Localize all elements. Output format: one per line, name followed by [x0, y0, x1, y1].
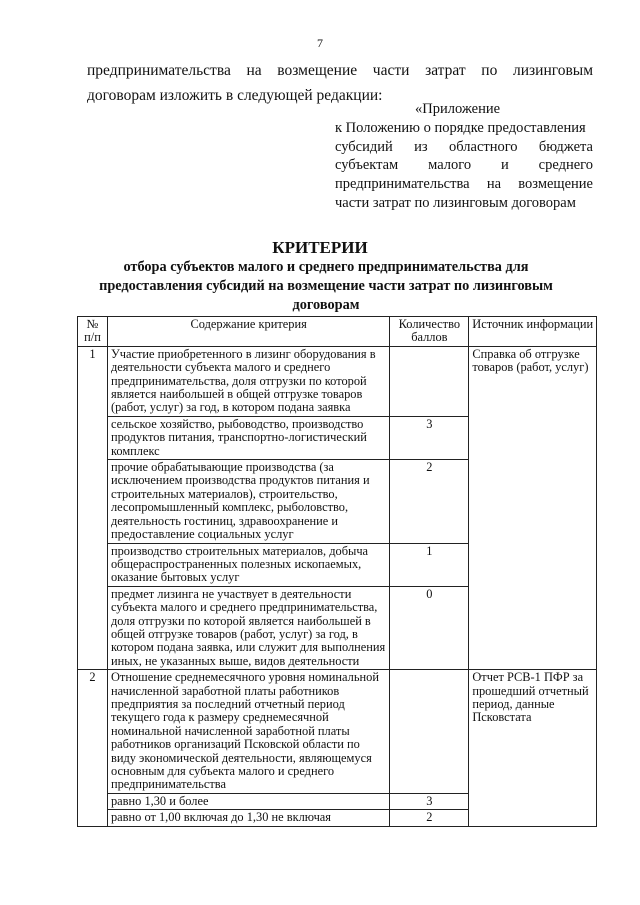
- annex-line: субъектам малого и среднего: [335, 157, 593, 174]
- table-header-row: [78, 317, 597, 347]
- page-number: 7: [317, 36, 323, 50]
- option-text: равно от 1,00 включая до 1,30 не включая: [107, 810, 389, 826]
- table-row: [78, 346, 597, 416]
- option-points: 3: [390, 793, 469, 809]
- header-content: Содержание критерия: [107, 317, 389, 347]
- criterion-source: Отчет РСВ-1 ПФР за прошедший отчетный период, данные Псковстата: [469, 670, 597, 826]
- option-points: 3: [390, 416, 469, 459]
- header-source: Источник информации: [469, 317, 597, 347]
- option-text: прочие обрабатывающие производства (за исключением производства продуктов питания и строительных материалов), строительство, лесопромышленный комплекс, рыболовство, деятельность гостиниц, здравоохранение и предоставление социальных услуг: [107, 460, 389, 543]
- option-text: равно 1,30 и более: [107, 793, 389, 809]
- criterion-source: Справка об отгрузке товаров (работ, услуг): [469, 346, 597, 669]
- option-points: 2: [390, 460, 469, 543]
- criteria-title: КРИТЕРИИ: [272, 238, 368, 257]
- annex-line: к Положению о порядке предоставления: [335, 119, 586, 136]
- intro-line-2: договорам изложить в следующей редакции:: [87, 87, 383, 104]
- option-points: 1: [390, 543, 469, 586]
- criterion-text: Отношение среднемесячного уровня номинальной начисленной заработной платы работников предприятия за последний отчетный период текущего года к размеру среднемесячной номинальной начисленной заработной платы работников организаций Псковской области по виду экономической деятельности, являющемуся основным для субъекта малого и среднего предпринимательства: [107, 670, 389, 794]
- annex-line: части затрат по лизинговым договорам: [335, 194, 576, 211]
- annex-line: субсидий из областного бюджета: [335, 138, 593, 155]
- option-text: производство строительных материалов, добыча общераспространенных полезных ископаемых, оказание бытовых услуг: [107, 543, 389, 586]
- criterion-points: [390, 346, 469, 416]
- annex-line: предпринимательства на возмещение: [335, 176, 593, 193]
- table-row: [78, 670, 597, 794]
- criterion-number: 1: [78, 346, 108, 669]
- header-num: № п/п: [78, 317, 108, 347]
- option-text: сельское хозяйство, рыбоводство, производство продуктов питания, транспортно-логистический комплекс: [107, 416, 389, 459]
- criterion-points: [390, 670, 469, 794]
- option-text: предмет лизинга не участвует в деятельности субъекта малого и среднего предпринимательства, доля отгрузки по которой является наибольшей в общей отгрузке товаров (работ, услуг) за год, в котором подана заявка, или служит для выполнения иных, не указанных выше, видов деятельности: [107, 586, 389, 669]
- annex-title: «Приложение: [415, 101, 501, 117]
- option-points: 0: [390, 586, 469, 669]
- criterion-text: Участие приобретенного в лизинг оборудования в деятельности субъекта малого и среднего предпринимательства, доля отгрузки по которой является наибольшей в общей отгрузке товаров (работ, услуг) за год, в котором подана заявка: [107, 346, 389, 416]
- intro-line-1: предпринимательства на возмещение части затрат по лизинговым: [87, 62, 593, 79]
- annex-header: [335, 100, 593, 213]
- criterion-number: 2: [78, 670, 108, 826]
- criteria-subtitle: отбора субъектов малого и среднего предпринимательства для предоставления субсидий на возмещение части затрат по лизинговым договорам: [99, 259, 553, 313]
- header-points: Количество баллов: [390, 317, 469, 347]
- criteria-table: [77, 316, 597, 827]
- option-points: 2: [390, 810, 469, 826]
